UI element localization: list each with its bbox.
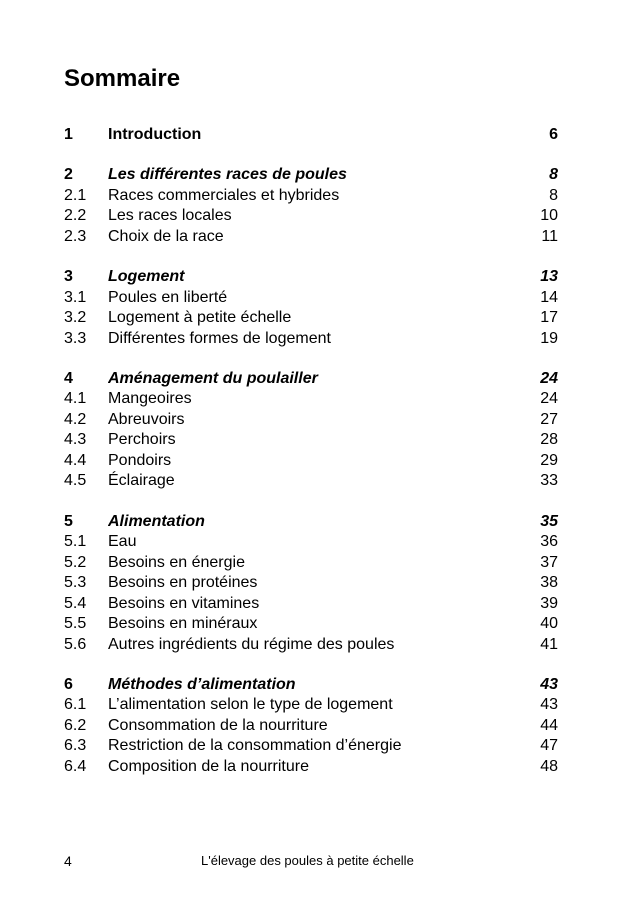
entry-page: 29 bbox=[540, 451, 558, 469]
chapter-number: 6 bbox=[64, 675, 73, 693]
toc-entry-2-1[interactable] bbox=[64, 186, 558, 207]
entry-page: 37 bbox=[540, 553, 558, 571]
entry-title: Perchoirs bbox=[108, 431, 176, 449]
entry-number: 6.1 bbox=[64, 696, 87, 714]
entry-number: 3.1 bbox=[64, 288, 87, 306]
chapter-number: 4 bbox=[64, 369, 73, 387]
chapter-page: 6 bbox=[549, 126, 558, 143]
entry-number: 2.2 bbox=[64, 207, 87, 225]
entry-number: 4.1 bbox=[64, 390, 87, 408]
entry-title: Consommation de la nourriture bbox=[108, 716, 328, 734]
toc-entry-5-4[interactable] bbox=[64, 594, 558, 615]
entry-page: 43 bbox=[540, 696, 558, 714]
footer-book-title: L'élevage des poules à petite échelle bbox=[201, 853, 414, 868]
toc-entry-4-4[interactable] bbox=[64, 451, 558, 472]
entry-title: Besoins en protéines bbox=[108, 574, 258, 592]
entry-title: Autres ingrédients du régime des poules bbox=[108, 635, 395, 653]
entry-title: Logement à petite échelle bbox=[108, 309, 292, 327]
entry-page: 48 bbox=[540, 757, 558, 775]
entry-title: Poules en liberté bbox=[108, 288, 228, 306]
entry-title: Besoins en vitamines bbox=[108, 594, 260, 612]
chapter-page: 13 bbox=[540, 268, 558, 286]
entry-title: Choix de la race bbox=[108, 227, 224, 245]
entry-page: 39 bbox=[540, 594, 558, 612]
entry-page: 24 bbox=[540, 390, 558, 408]
chapter-title: Méthodes d’alimentation bbox=[108, 675, 296, 693]
entry-number: 5.5 bbox=[64, 615, 87, 633]
entry-title: Eau bbox=[108, 533, 137, 551]
entry-number: 5.1 bbox=[64, 533, 87, 551]
entry-number: 6.3 bbox=[64, 737, 87, 755]
entry-number: 2.1 bbox=[64, 186, 87, 204]
entry-page: 28 bbox=[540, 431, 558, 449]
chapter-title: Introduction bbox=[108, 126, 202, 143]
entry-title: Éclairage bbox=[108, 472, 175, 490]
entry-title: Besoins en minéraux bbox=[108, 615, 258, 633]
chapter-title: Les différentes races de poules bbox=[108, 166, 347, 184]
chapter-page: 8 bbox=[549, 166, 558, 184]
toc-chapter-4[interactable] bbox=[64, 369, 558, 390]
toc-chapter-2[interactable] bbox=[64, 165, 558, 186]
entry-number: 6.4 bbox=[64, 757, 87, 775]
toc-section-5 bbox=[64, 512, 558, 656]
toc-section-6 bbox=[64, 675, 558, 778]
page-title: Sommaire bbox=[64, 65, 181, 92]
toc-section-3 bbox=[64, 267, 558, 349]
entry-title: Restriction de la consommation d’énergie bbox=[108, 737, 402, 755]
toc-entry-4-1[interactable] bbox=[64, 389, 558, 410]
toc-entry-6-1[interactable] bbox=[64, 695, 558, 716]
entry-title: L’alimentation selon le type de logement bbox=[108, 696, 393, 714]
toc-entry-6-2[interactable] bbox=[64, 716, 558, 737]
entry-page: 10 bbox=[540, 207, 558, 225]
chapter-number: 5 bbox=[64, 512, 73, 530]
entry-number: 4.5 bbox=[64, 472, 87, 490]
chapter-number: 3 bbox=[64, 268, 73, 286]
entry-title: Abreuvoirs bbox=[108, 410, 185, 428]
entry-page: 11 bbox=[541, 227, 558, 245]
entry-number: 3.2 bbox=[64, 309, 87, 327]
entry-page: 14 bbox=[540, 288, 558, 306]
entry-page: 17 bbox=[540, 309, 558, 327]
toc-chapter-3[interactable] bbox=[64, 267, 558, 288]
toc-entry-2-2[interactable] bbox=[64, 206, 558, 227]
toc-entry-3-3[interactable] bbox=[64, 329, 558, 350]
toc-entry-4-3[interactable] bbox=[64, 430, 558, 451]
entry-page: 19 bbox=[540, 329, 558, 347]
entry-number: 5.3 bbox=[64, 574, 87, 592]
entry-title: Les races locales bbox=[108, 207, 232, 225]
chapter-page: 43 bbox=[540, 675, 558, 693]
entry-page: 47 bbox=[540, 737, 558, 755]
chapter-title: Aménagement du poulailler bbox=[108, 369, 318, 387]
toc-section-4 bbox=[64, 369, 558, 492]
entry-number: 5.2 bbox=[64, 553, 87, 571]
toc-entry-3-2[interactable] bbox=[64, 308, 558, 329]
toc-section-1 bbox=[64, 125, 558, 146]
entry-number: 4.2 bbox=[64, 410, 87, 428]
entry-number: 2.3 bbox=[64, 227, 87, 245]
toc-entry-5-5[interactable] bbox=[64, 614, 558, 635]
toc-entry-5-6[interactable] bbox=[64, 635, 558, 656]
toc-entry-5-3[interactable] bbox=[64, 573, 558, 594]
entry-title: Composition de la nourriture bbox=[108, 757, 309, 775]
entry-page: 36 bbox=[540, 533, 558, 551]
chapter-title: Logement bbox=[108, 268, 185, 286]
entry-number: 4.3 bbox=[64, 431, 87, 449]
entry-page: 8 bbox=[549, 186, 558, 204]
toc-chapter-1[interactable] bbox=[64, 125, 558, 146]
toc-chapter-6[interactable] bbox=[64, 675, 558, 696]
page-footer bbox=[64, 851, 558, 871]
entry-number: 4.4 bbox=[64, 451, 87, 469]
chapter-number: 2 bbox=[64, 166, 73, 184]
entry-number: 5.4 bbox=[64, 594, 87, 612]
chapter-page: 35 bbox=[540, 512, 558, 530]
toc-section-2 bbox=[64, 165, 558, 247]
entry-page: 40 bbox=[540, 615, 558, 633]
toc-entry-5-1[interactable] bbox=[64, 532, 558, 553]
toc-chapter-5[interactable] bbox=[64, 512, 558, 533]
toc-entry-4-2[interactable] bbox=[64, 410, 558, 431]
entry-page: 44 bbox=[540, 716, 558, 734]
toc-entry-4-5[interactable] bbox=[64, 471, 558, 492]
entry-title: Besoins en énergie bbox=[108, 553, 245, 571]
footer-page-number: 4 bbox=[64, 853, 72, 869]
toc-entry-5-2[interactable] bbox=[64, 553, 558, 574]
chapter-title: Alimentation bbox=[108, 512, 205, 530]
entry-page: 41 bbox=[540, 635, 558, 653]
table-of-contents bbox=[64, 125, 558, 797]
chapter-number: 1 bbox=[64, 126, 73, 143]
entry-page: 38 bbox=[540, 574, 558, 592]
entry-title: Races commerciales et hybrides bbox=[108, 186, 340, 204]
entry-number: 6.2 bbox=[64, 716, 87, 734]
toc-entry-2-3[interactable] bbox=[64, 227, 558, 248]
toc-entry-6-4[interactable] bbox=[64, 757, 558, 778]
entry-number: 3.3 bbox=[64, 329, 87, 347]
entry-page: 33 bbox=[540, 472, 558, 490]
entry-number: 5.6 bbox=[64, 635, 87, 653]
toc-entry-6-3[interactable] bbox=[64, 736, 558, 757]
toc-entry-3-1[interactable] bbox=[64, 288, 558, 309]
entry-page: 27 bbox=[540, 410, 558, 428]
entry-title: Pondoirs bbox=[108, 451, 172, 469]
entry-title: Différentes formes de logement bbox=[108, 329, 331, 347]
entry-title: Mangeoires bbox=[108, 390, 192, 408]
chapter-page: 24 bbox=[540, 369, 558, 387]
